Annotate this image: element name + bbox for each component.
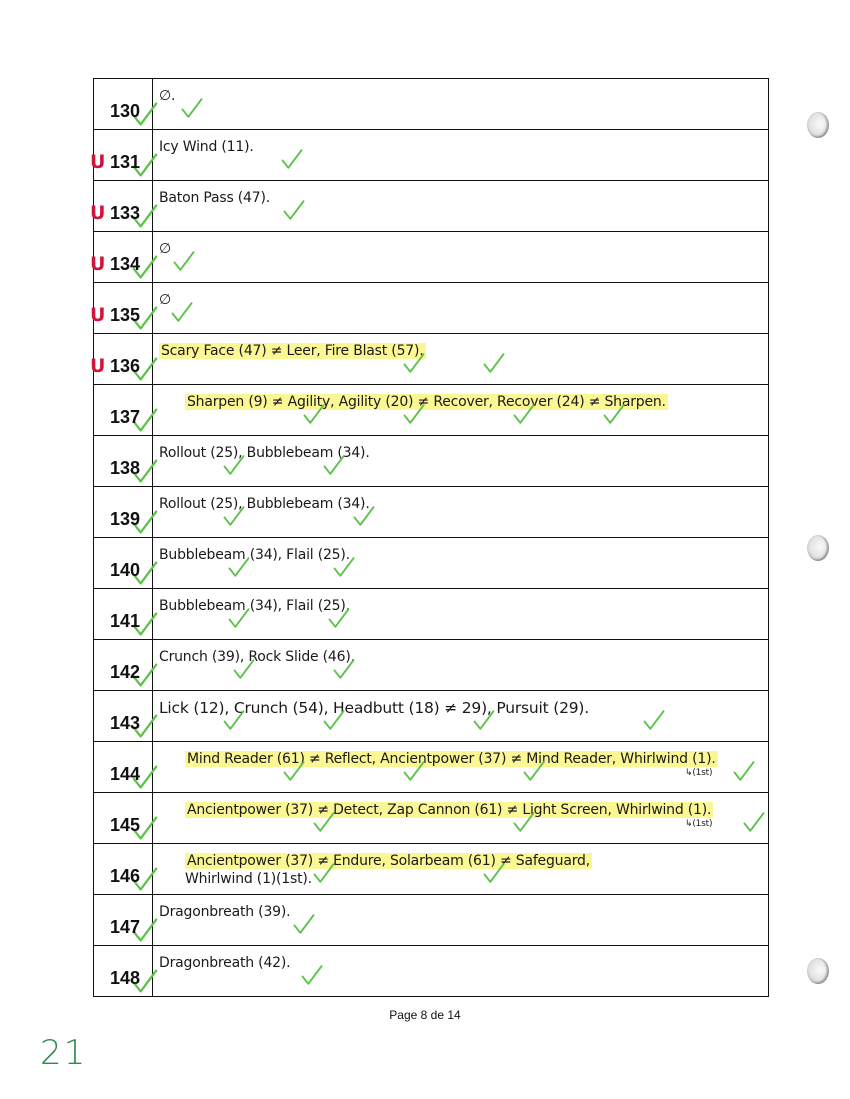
move-text: Dragonbreath (42). xyxy=(159,955,291,971)
check-icon xyxy=(328,607,350,629)
row-number: 141 xyxy=(109,611,140,631)
row-number-cell xyxy=(94,538,153,589)
table-row xyxy=(94,895,769,946)
entry-cell xyxy=(153,232,769,283)
move-entry xyxy=(153,283,768,309)
move-entry xyxy=(153,946,768,972)
move-text: Crunch (39), Rock Slide (46). xyxy=(159,649,355,665)
move-text: ∅. xyxy=(159,88,176,104)
move-text: Baton Pass (47). xyxy=(159,190,270,206)
table-row xyxy=(94,334,769,385)
row-number-cell xyxy=(90,283,153,334)
row-number-cell xyxy=(90,334,153,385)
row-number-cell xyxy=(94,691,153,742)
flag-mark: U xyxy=(90,304,106,326)
check-icon xyxy=(513,403,535,425)
move-note: ↳(1st) xyxy=(685,768,713,778)
move-text: Scary Face (47) ≠ Leer, Fire Blast (57). xyxy=(161,343,424,359)
move-text: Rollout (25), Bubblebeam (34). xyxy=(159,445,370,461)
check-icon xyxy=(223,454,245,476)
check-icon xyxy=(743,811,765,833)
row-number-cell xyxy=(94,436,153,487)
move-text: ∅ xyxy=(159,292,171,308)
row-number: 147 xyxy=(109,917,140,937)
row-number: 134 xyxy=(109,254,140,274)
check-icon xyxy=(523,760,545,782)
table-row xyxy=(94,385,769,436)
flag-mark: U xyxy=(90,151,106,173)
corner-mark: 21 xyxy=(40,1033,88,1073)
check-icon xyxy=(228,556,250,578)
entry-cell xyxy=(153,742,769,793)
table-row xyxy=(94,487,769,538)
flag-mark: U xyxy=(90,253,106,275)
table-row xyxy=(94,793,769,844)
entry-cell xyxy=(153,436,769,487)
entry-cell xyxy=(153,283,769,334)
check-icon xyxy=(333,658,355,680)
move-entry xyxy=(153,385,768,411)
row-number: 136 xyxy=(109,356,140,376)
check-icon xyxy=(281,148,303,170)
move-text: Lick (12), Crunch (54), Headbutt (18) ≠ 29), Pursuit (29). xyxy=(159,699,590,717)
check-icon xyxy=(403,760,425,782)
table-row xyxy=(94,946,769,997)
check-icon xyxy=(483,862,505,884)
check-icon xyxy=(733,760,755,782)
move-entry xyxy=(153,436,768,462)
check-icon xyxy=(173,250,195,272)
entry-cell xyxy=(153,640,769,691)
entry-cell xyxy=(153,79,769,130)
row-number: 139 xyxy=(109,509,140,529)
move-entry xyxy=(153,181,768,207)
move-text: Mind Reader (61) ≠ Reflect, Ancientpower (37) ≠ Mind Reader, Whirlwind (1). xyxy=(187,751,716,767)
row-number: 143 xyxy=(109,713,140,733)
row-number: 135 xyxy=(109,305,140,325)
entry-cell xyxy=(153,895,769,946)
entry-cell xyxy=(153,181,769,232)
row-number: 131 xyxy=(109,152,140,172)
check-icon xyxy=(643,709,665,731)
move-text-continued: Whirlwind (1)(1st). xyxy=(185,871,312,887)
move-entry xyxy=(153,742,768,778)
check-icon xyxy=(293,913,315,935)
move-text: Ancientpower (37) ≠ Detect, Zap Cannon (61) ≠ Light Screen, Whirlwind (1). xyxy=(187,802,712,818)
row-number: 133 xyxy=(109,203,140,223)
row-number-cell xyxy=(94,589,153,640)
row-number-cell xyxy=(94,895,153,946)
move-entry xyxy=(153,691,768,717)
check-icon xyxy=(181,97,203,119)
entry-cell xyxy=(153,589,769,640)
check-icon xyxy=(513,811,535,833)
check-icon xyxy=(301,964,323,986)
move-text: Rollout (25), Bubblebeam (34). xyxy=(159,496,370,512)
row-number-cell xyxy=(94,79,153,130)
table-row xyxy=(94,283,769,334)
check-icon xyxy=(223,505,245,527)
table-row xyxy=(94,589,769,640)
entry-cell xyxy=(153,844,769,895)
table-row xyxy=(94,79,769,130)
row-number: 148 xyxy=(109,968,140,988)
check-icon xyxy=(483,352,505,374)
move-text: Ancientpower (37) ≠ Endure, Solarbeam (61) ≠ Safeguard, xyxy=(187,853,590,869)
binder-hole xyxy=(807,112,829,138)
row-number-cell xyxy=(94,946,153,997)
check-icon xyxy=(403,352,425,374)
row-number: 137 xyxy=(109,407,140,427)
page-footer: Page 8 de 14 xyxy=(389,1008,461,1022)
check-icon xyxy=(233,658,255,680)
table-row xyxy=(94,436,769,487)
move-entry xyxy=(153,895,768,921)
row-number-cell xyxy=(94,385,153,436)
check-icon xyxy=(473,709,495,731)
table-row xyxy=(94,130,769,181)
row-number-cell xyxy=(90,181,153,232)
move-text: Dragonbreath (39). xyxy=(159,904,291,920)
check-icon xyxy=(323,454,345,476)
entry-cell xyxy=(153,793,769,844)
move-entry xyxy=(153,334,768,360)
row-number-cell xyxy=(94,844,153,895)
entry-cell xyxy=(153,487,769,538)
row-number: 140 xyxy=(109,560,140,580)
move-text: Icy Wind (11). xyxy=(159,139,254,155)
check-icon xyxy=(313,862,335,884)
row-number-cell xyxy=(90,130,153,181)
moves-table xyxy=(90,78,769,997)
move-text: ∅ xyxy=(159,241,171,257)
move-text: Sharpen (9) ≠ Agility, Agility (20) ≠ Recover, Recover (24) ≠ Sharpen. xyxy=(187,394,666,410)
move-entry xyxy=(153,487,768,513)
table-row xyxy=(94,181,769,232)
move-entry xyxy=(153,79,768,105)
row-number-cell xyxy=(94,742,153,793)
move-entry xyxy=(153,844,768,888)
table-row xyxy=(94,844,769,895)
table-row xyxy=(94,691,769,742)
check-icon xyxy=(403,403,425,425)
table-row xyxy=(94,640,769,691)
check-icon xyxy=(313,811,335,833)
entry-cell xyxy=(153,538,769,589)
check-icon xyxy=(303,403,325,425)
move-text: Bubblebeam (34), Flail (25). xyxy=(159,598,350,614)
check-icon xyxy=(223,709,245,731)
entry-cell xyxy=(153,385,769,436)
row-number-cell xyxy=(90,232,153,283)
entry-cell xyxy=(153,691,769,742)
entry-cell xyxy=(153,946,769,997)
check-icon xyxy=(323,709,345,731)
move-note: ↳(1st) xyxy=(685,819,713,829)
row-number: 145 xyxy=(109,815,140,835)
row-number: 144 xyxy=(109,764,140,784)
move-entry xyxy=(153,130,768,156)
move-text: Bubblebeam (34), Flail (25). xyxy=(159,547,350,563)
check-icon xyxy=(283,760,305,782)
table-row xyxy=(94,742,769,793)
row-number: 130 xyxy=(109,101,140,121)
check-icon xyxy=(228,607,250,629)
table-row xyxy=(94,232,769,283)
check-icon xyxy=(171,301,193,323)
row-number: 138 xyxy=(109,458,140,478)
entry-cell xyxy=(153,334,769,385)
row-number: 142 xyxy=(109,662,140,682)
binder-hole xyxy=(807,958,829,984)
check-icon xyxy=(283,199,305,221)
move-entry xyxy=(153,232,768,258)
row-number: 146 xyxy=(109,866,140,886)
move-entry xyxy=(153,793,768,829)
binder-hole xyxy=(807,535,829,561)
flag-mark: U xyxy=(90,355,106,377)
row-number-cell xyxy=(94,487,153,538)
flag-mark: U xyxy=(90,202,106,224)
check-icon xyxy=(333,556,355,578)
row-number-cell xyxy=(94,793,153,844)
entry-cell xyxy=(153,130,769,181)
check-icon xyxy=(353,505,375,527)
check-icon xyxy=(603,403,625,425)
row-number-cell xyxy=(94,640,153,691)
table-row xyxy=(94,538,769,589)
